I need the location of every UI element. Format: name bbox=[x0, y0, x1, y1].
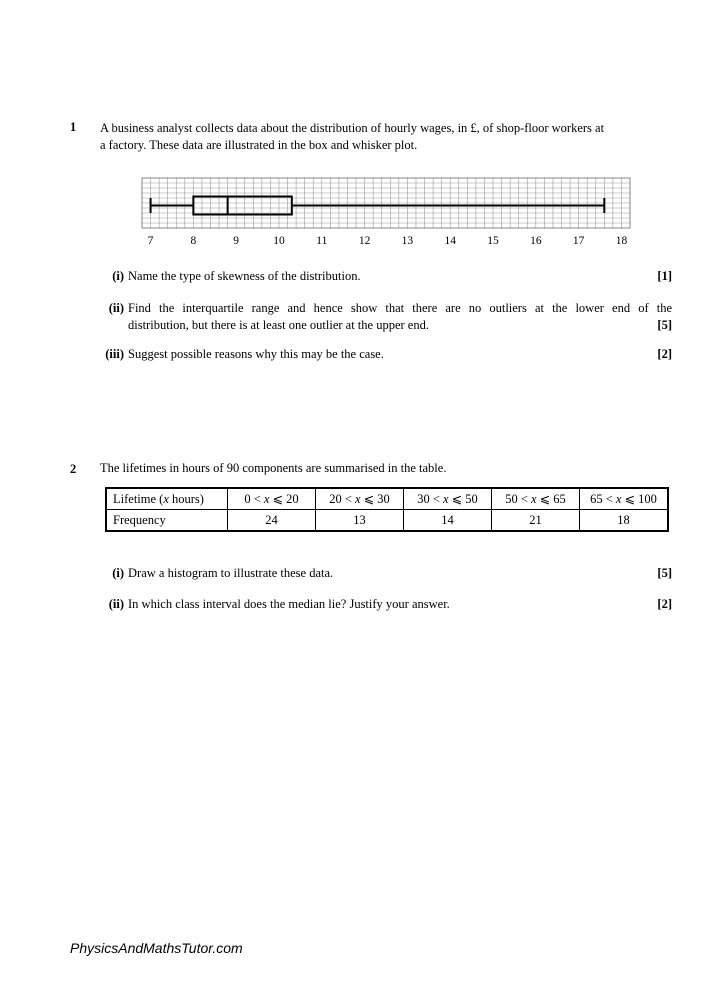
axis-tick-label: 15 bbox=[487, 235, 499, 247]
header-label-part: hours) bbox=[168, 491, 204, 506]
table-interval-cell bbox=[228, 488, 316, 510]
part-text bbox=[128, 346, 672, 363]
table-frequency-cell: 21 bbox=[492, 510, 580, 532]
part-marks: [2] bbox=[657, 597, 672, 611]
table-interval-cell bbox=[404, 488, 492, 510]
part-label: (i) bbox=[112, 566, 124, 580]
axis-tick-label: 16 bbox=[530, 235, 542, 247]
axis-tick-label: 14 bbox=[444, 235, 456, 247]
table-header-row bbox=[106, 488, 668, 510]
part-text-line: In which class interval does the median lie? Justify your answer. bbox=[128, 597, 450, 611]
table-interval-cell bbox=[316, 488, 404, 510]
part-text bbox=[128, 565, 672, 582]
table-frequency-row bbox=[106, 510, 668, 532]
interval-hi: 100 bbox=[638, 492, 657, 506]
axis-tick-label: 10 bbox=[273, 235, 285, 247]
interval-symbol: ⩽ bbox=[539, 492, 551, 506]
part-marks: [2] bbox=[657, 347, 672, 361]
part-marks: [1] bbox=[657, 269, 672, 283]
interval-symbol: < bbox=[344, 492, 352, 506]
interval-variable: x bbox=[263, 492, 270, 506]
part-label: (ii) bbox=[108, 597, 124, 611]
interval-lo: 65 bbox=[590, 492, 603, 506]
interval-variable: x bbox=[355, 492, 361, 506]
table-frequency-cell: 24 bbox=[228, 510, 316, 532]
axis-tick-label: 17 bbox=[572, 235, 585, 247]
interquartile-box bbox=[193, 197, 291, 215]
question-1-intro bbox=[100, 120, 672, 154]
table-interval-cell bbox=[492, 488, 580, 510]
lifetime-frequency-table bbox=[105, 487, 669, 532]
question-2-number: 2 bbox=[70, 462, 77, 476]
interval-variable: x bbox=[615, 492, 622, 506]
footer-site-name: PhysicsAndMathsTutor.com bbox=[70, 940, 243, 956]
part-text bbox=[128, 268, 672, 285]
interval-hi: 65 bbox=[553, 492, 566, 506]
interval-hi: 20 bbox=[286, 492, 299, 506]
table-frequency-cell: 13 bbox=[316, 510, 404, 532]
interval-symbol: < bbox=[520, 492, 528, 506]
table-frequency-cell: 18 bbox=[580, 510, 669, 532]
header-label-part: Lifetime ( bbox=[113, 491, 164, 506]
interval-symbol: ⩽ bbox=[624, 492, 636, 506]
interval-symbol: ⩽ bbox=[451, 492, 463, 506]
part-text-line: Suggest possible reasons why this may be the case. bbox=[128, 347, 384, 361]
question-1-intro-line-2: a factory. These data are illustrated in the box and whisker plot. bbox=[100, 138, 418, 152]
interval-symbol: < bbox=[432, 492, 440, 506]
part-marks: [5] bbox=[657, 318, 672, 332]
axis-tick-label: 12 bbox=[358, 235, 371, 247]
question-2-intro: The lifetimes in hours of 90 components are summarised in the table. bbox=[100, 461, 447, 475]
part-text-line: Name the type of skewness of the distribution. bbox=[128, 269, 361, 283]
part-label: (i) bbox=[112, 269, 124, 283]
interval-lo: 0 bbox=[244, 492, 251, 506]
part-label: (ii) bbox=[108, 301, 124, 315]
question-1-intro-line-1: A business analyst collects data about the distribution of hourly wages, in £, of shop-floor workers at bbox=[100, 121, 605, 135]
part-text bbox=[128, 596, 672, 613]
part-text-line: Draw a histogram to illustrate these data. bbox=[128, 566, 334, 580]
axis-tick-label: 9 bbox=[233, 235, 240, 247]
axis-tick-label: 7 bbox=[147, 235, 154, 247]
part-text-line: distribution, but there is at least one outlier at the upper end. bbox=[128, 318, 429, 332]
axis-tick-label: 13 bbox=[401, 235, 414, 247]
plot-grid bbox=[142, 178, 630, 228]
interval-symbol: ⩽ bbox=[272, 492, 284, 506]
interval-symbol: ⩽ bbox=[363, 492, 375, 506]
plot-box-whisker bbox=[151, 197, 605, 215]
part-text bbox=[128, 300, 672, 334]
table-frequency-cell: 14 bbox=[404, 510, 492, 532]
axis-tick-label: 11 bbox=[316, 235, 328, 247]
interval-hi: 30 bbox=[377, 492, 390, 506]
interval-variable: x bbox=[531, 492, 537, 506]
interval-lo: 30 bbox=[417, 492, 430, 506]
part-text-line: Find the interquartile range and hence show that there are no outliers at the lower end of the bbox=[128, 301, 672, 315]
interval-symbol: < bbox=[605, 492, 613, 506]
box-whisker-plot bbox=[138, 176, 638, 252]
interval-symbol: < bbox=[253, 492, 261, 506]
header-label-variable: x bbox=[163, 491, 169, 506]
axis-tick-label: 18 bbox=[615, 235, 628, 247]
table-row-label: Frequency bbox=[106, 510, 228, 532]
interval-hi: 50 bbox=[465, 492, 478, 506]
plot-axis-ticks bbox=[148, 235, 628, 247]
interval-variable: x bbox=[443, 492, 449, 506]
question-1-number: 1 bbox=[70, 120, 77, 134]
interval-lo: 20 bbox=[329, 492, 342, 506]
part-marks: [5] bbox=[657, 566, 672, 580]
table-interval-cell bbox=[580, 488, 669, 510]
interval-lo: 50 bbox=[505, 492, 518, 506]
part-label: (iii) bbox=[105, 347, 124, 361]
table-header-label bbox=[106, 488, 228, 510]
axis-tick-label: 8 bbox=[190, 235, 197, 247]
